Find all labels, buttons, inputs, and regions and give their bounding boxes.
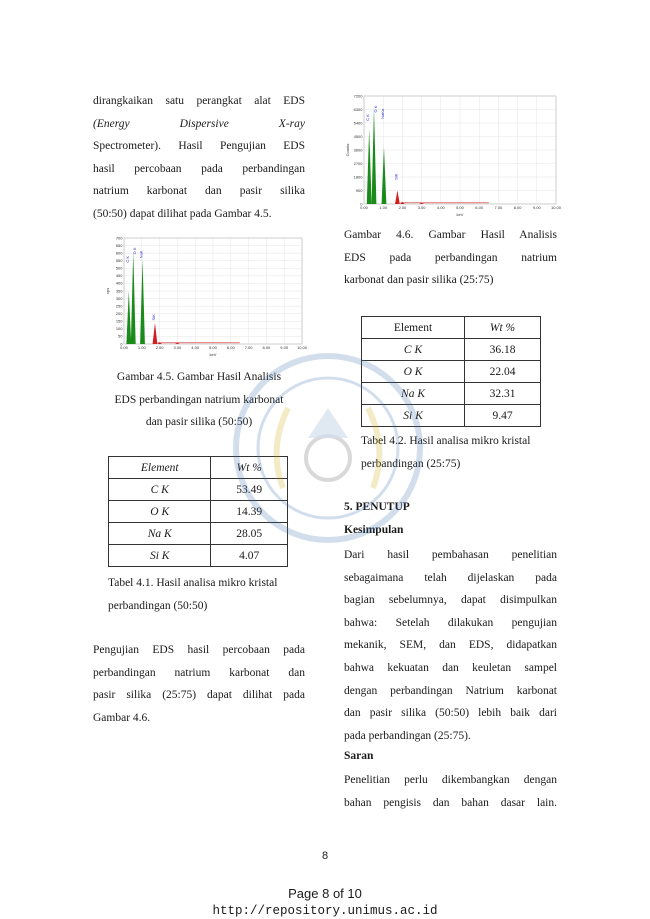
y-tick-label: 350 <box>115 288 123 294</box>
kesimpulan-paragraph <box>344 544 557 747</box>
y-tick-label: 6300 <box>353 106 363 112</box>
x-tick-label: 9.00 <box>280 345 289 350</box>
x-tick-label: 0.00 <box>360 205 368 210</box>
text-line: bahwa: Setelah dilakukan pengujian <box>344 616 557 629</box>
x-tick-label: 3.00 <box>173 345 182 350</box>
caption-line: karbonat dan pasir silika (25:75) <box>344 274 494 287</box>
y-axis-label: Counts <box>345 143 350 157</box>
text-line: dan pasir silika (50:50) lebih baik dari <box>344 707 557 720</box>
y-tick-label: 250 <box>115 303 123 309</box>
cell-value: 14.39 <box>211 501 288 523</box>
y-tick-label: 0 <box>360 201 363 207</box>
cell-value: 4.07 <box>211 545 288 567</box>
x-tick-label: 1.00 <box>379 205 388 210</box>
text-line: (Energy Dispersive X-ray <box>93 117 305 130</box>
text-line: sebagaimana telah dijelaskan pada <box>344 571 557 584</box>
cell-value: 36.18 <box>465 339 541 361</box>
figure-4-6-caption <box>344 224 557 292</box>
cell-value: 53.49 <box>211 479 288 501</box>
x-tick-label: 7.00 <box>244 345 253 350</box>
page-number: 8 <box>321 850 329 862</box>
peak-label: O K <box>372 105 378 113</box>
y-axis-label: cps <box>105 287 110 295</box>
peak-label: NaKa <box>379 108 385 119</box>
caption-line: perbandingan (25:75) <box>361 457 461 470</box>
caption-line: Tabel 4.2. Hasil analisa mikro kristal <box>361 435 531 447</box>
cell-element: Na K <box>362 383 465 405</box>
saran-paragraph <box>344 769 557 814</box>
cell-value: 9.47 <box>465 405 541 427</box>
x-tick-label: 3.00 <box>417 205 426 210</box>
y-tick-label: 7200 <box>353 93 363 99</box>
saran-heading: Saran <box>344 750 374 762</box>
y-tick-label: 300 <box>115 295 123 301</box>
y-tick-label: 3600 <box>353 147 363 153</box>
intro-paragraph <box>93 90 305 226</box>
table-4-1-caption <box>108 572 308 617</box>
text-line: perbandingan natrium karbonat dan <box>93 666 305 679</box>
caption-line: Gambar 4.5. Gambar Hasil Analisis <box>116 371 282 383</box>
y-tick-label: 4500 <box>353 133 363 139</box>
y-tick-label: 450 <box>115 273 123 279</box>
x-tick-label: 5.00 <box>456 205 464 210</box>
caption-line: Gambar 4.6. Gambar Hasil Analisis <box>344 229 557 241</box>
peak-label: C K <box>365 114 371 121</box>
caption-line: Tabel 4.1. Hasil analisa mikro kristal <box>108 577 278 589</box>
x-tick-label: 4.00 <box>436 205 445 210</box>
x-axis-label: keV <box>209 352 217 357</box>
cell-element: Na K <box>109 523 211 545</box>
header-element: Element <box>362 317 465 339</box>
text-line: bagian sebelumnya, dapat disimpulkan <box>344 594 557 607</box>
university-seal-watermark <box>228 348 428 548</box>
x-tick-label: 10.00 <box>550 205 562 210</box>
text-line: Dari hasil pembahasan penelitian <box>344 549 557 561</box>
x-tick-label: 6.00 <box>226 345 235 350</box>
text-line: dengan perbandingan Natrium karbonat <box>344 684 557 697</box>
x-tick-label: 1.00 <box>137 345 146 350</box>
peak-label: NaK <box>138 250 144 259</box>
cell-element: Si K <box>109 545 211 567</box>
peak-label: SiK <box>393 173 399 180</box>
repository-url: http://repository.unimus.ac.id <box>212 904 438 918</box>
y-tick-label: 150 <box>115 318 123 324</box>
header-wt: Wt % <box>465 317 541 339</box>
text-line: Spectrometer). Hasil Pengujian EDS <box>93 140 305 153</box>
eds-spectrum-chart-25-75 <box>346 90 560 218</box>
y-tick-label: 550 <box>115 258 123 264</box>
y-tick-label: 900 <box>355 187 363 193</box>
eds-25-75-paragraph <box>93 639 305 729</box>
y-tick-label: 500 <box>115 265 123 271</box>
text-line: natrium karbonat dan pasir silika <box>93 185 305 198</box>
x-tick-label: 2.00 <box>155 345 164 350</box>
cell-value: 32.31 <box>465 383 541 405</box>
kesimpulan-heading: Kesimpulan <box>344 524 404 536</box>
table-header-row <box>362 317 541 339</box>
peak-label: O K <box>132 247 138 255</box>
text-line: Pengujian EDS hasil percobaan pada <box>93 644 305 656</box>
header-element: Element <box>109 457 211 479</box>
section-heading-penutup: 5. PENUTUP <box>344 501 410 513</box>
text-line: mekanik, SEM, dan EDS, didapatkan <box>344 639 557 652</box>
x-tick-label: 4.00 <box>191 345 200 350</box>
caption-line: dan pasir silika (50:50) <box>145 416 253 429</box>
cell-element: C K <box>362 339 465 361</box>
cell-element: C K <box>109 479 211 501</box>
x-tick-label: 2.00 <box>398 205 407 210</box>
x-tick-label: 8.00 <box>262 345 271 350</box>
text-line: Gambar 4.6. <box>93 711 151 724</box>
peak-label: SiK <box>150 314 156 321</box>
cell-value: 22.04 <box>465 361 541 383</box>
eds-spectrum-chart-50-50 <box>106 232 306 358</box>
text-line: dirangkaikan satu perangkat alat EDS <box>93 95 305 107</box>
y-tick-label: 50 <box>118 333 123 339</box>
page-of-indicator: Page 8 of 10 <box>288 886 362 901</box>
caption-line: EDS perbandingan natrium karbonat <box>114 393 284 406</box>
text-line: pada perbandingan (25:75). <box>344 729 471 742</box>
x-tick-label: 8.00 <box>513 205 522 210</box>
header-wt: Wt % <box>211 457 288 479</box>
text-line: bahan pengisis dan bahan dasar lain. <box>344 796 557 809</box>
text-line: hasil percobaan pada perbandingan <box>93 162 305 175</box>
y-tick-label: 0 <box>120 341 123 347</box>
cell-element: O K <box>362 361 465 383</box>
x-tick-label: 6.00 <box>475 205 484 210</box>
y-tick-label: 600 <box>115 250 123 256</box>
y-tick-label: 100 <box>115 326 123 332</box>
caption-line: perbandingan (50:50) <box>108 599 208 612</box>
x-tick-label: 9.00 <box>532 205 541 210</box>
y-tick-label: 700 <box>115 235 123 241</box>
y-tick-label: 200 <box>115 311 123 317</box>
cell-element: Si K <box>362 405 465 427</box>
text-line: (50:50) dapat dilihat pada Gambar 4.5. <box>93 207 272 220</box>
cell-value: 28.05 <box>211 523 288 545</box>
y-tick-label: 650 <box>115 242 123 248</box>
text-line: Penelitian perlu dikembangkan dengan <box>344 774 557 786</box>
text-line: pasir silika (25:75) dapat dilihat pada <box>93 689 305 702</box>
y-tick-label: 1800 <box>353 174 363 180</box>
x-tick-label: 5.00 <box>209 345 217 350</box>
x-tick-label: 0.00 <box>120 345 128 350</box>
text-line: bahwa kekuatan dan keuletan sampel <box>344 661 557 674</box>
y-tick-label: 5400 <box>353 120 363 126</box>
x-tick-label: 7.00 <box>494 205 503 210</box>
caption-line: EDS pada perbandingan natrium <box>344 251 557 264</box>
x-axis-label: keV <box>456 212 464 217</box>
x-tick-label: 10.00 <box>296 345 308 350</box>
peak-label: C K <box>124 255 130 263</box>
y-tick-label: 2700 <box>353 160 363 166</box>
cell-element: O K <box>109 501 211 523</box>
y-tick-label: 400 <box>115 280 123 286</box>
